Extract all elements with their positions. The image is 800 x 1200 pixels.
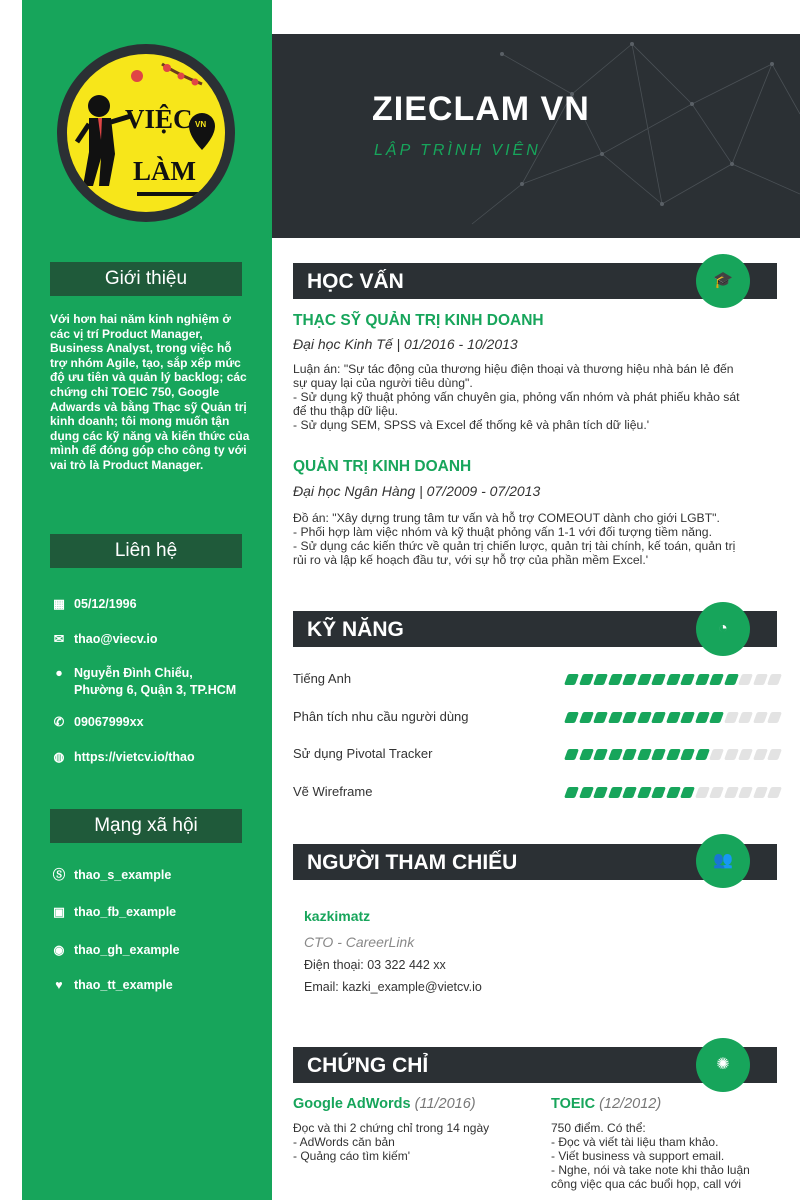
skill-dot-empty [767, 712, 782, 723]
skill-dot-filled [680, 749, 695, 760]
skill-dot-empty [752, 749, 767, 760]
reference-position: CTO - CareerLink [304, 934, 415, 950]
contact-email[interactable]: ✉ thao@viecv.io [50, 631, 158, 648]
skill-dot-filled [709, 674, 724, 685]
intro-title: Giới thiệu [50, 262, 242, 296]
skill-dot-filled [680, 712, 695, 723]
pie-chart-icon: ◔ [696, 602, 750, 656]
skill-dot-filled [607, 749, 622, 760]
social-facebook[interactable]: ▣ thao_fb_example [50, 904, 176, 921]
logo-badge: VN [195, 120, 207, 129]
skill-dot-filled [578, 749, 593, 760]
contact-birthday: ▦ 05/12/1996 [50, 596, 137, 613]
envelope-icon: ✉ [53, 632, 65, 646]
skill-dot-filled [607, 712, 622, 723]
skill-dot-empty [694, 787, 709, 798]
skill-dot-empty [752, 787, 767, 798]
skill-dot-empty [752, 674, 767, 685]
calendar-icon: ▦ [53, 597, 65, 611]
logo-text-top: VIỆC [125, 104, 193, 134]
skill-dot-empty [738, 674, 753, 685]
skill-dot-filled [680, 787, 695, 798]
twitter-icon: ♥ [55, 978, 63, 992]
skill-dot-filled [694, 674, 709, 685]
candidate-name: ZIECLAM VN [372, 90, 590, 128]
skill-rating-1 [566, 672, 784, 684]
skill-dot-filled [651, 674, 666, 685]
skill-dot-empty [767, 749, 782, 760]
skill-dot-empty [767, 674, 782, 685]
skill-dot-filled [651, 787, 666, 798]
skill-dot-filled [593, 674, 608, 685]
skill-dot-filled [636, 712, 651, 723]
education-desc-2: Đồ án: "Xây dựng trung tâm tư vấn và hỗ trợ COMEOUT dành cho giới LGBT". - Phối hợp làm việc nhóm và kỹ thuật phỏng vấn 1-1 với đối tượng tiềm năng. - Sử dụng các kiến thức về quản trị chiến lược, quản trị tài chính, kế toán, quản trị rủi ro và lập kế hoạch đầu tư, với sự hỗ trợ của phần mềm Excel.' [293, 511, 736, 567]
skill-dot-filled [636, 787, 651, 798]
certificate-name-1: Google AdWords (11/2016) [293, 1096, 476, 1112]
skill-dot-filled [564, 749, 579, 760]
skill-dot-filled [564, 712, 579, 723]
education-degree-2: QUẢN TRỊ KINH DOANH [293, 458, 472, 475]
education-title: HỌC VẤN [307, 270, 404, 293]
skill-dot-filled [593, 787, 608, 798]
avatar [57, 44, 235, 222]
skill-dot-filled [665, 674, 680, 685]
skill-dot-filled [578, 787, 593, 798]
github-icon: ◉ [53, 943, 65, 957]
intro-text: Với hơn hai năm kinh nghiệm ở các vị trí Product Manager, Business Analyst, trong việc hỗ trợ nhóm Agile, tạo, sắp xếp mức độ ưu tiên và quản lý backlog; các chứng chỉ TOEIC 750, Google Adwards và bằng Thạc sỹ Quản trị kinh doanh; tôi mong muốn tận dụng các kỹ năng và kiến thức của mình để đóng góp cho công ty với vai trò là Product Manager. [50, 312, 250, 472]
skill-rating-2 [566, 710, 784, 722]
skill-dot-filled [651, 712, 666, 723]
contact-title: Liên hệ [50, 534, 242, 568]
logo-text-bottom: LÀM [133, 156, 196, 186]
viec-lam-logo [67, 54, 225, 212]
network-pattern-icon [272, 34, 800, 238]
skill-name-1: Tiếng Anh [293, 671, 352, 686]
certificate-name-2: TOEIC (12/2012) [551, 1096, 662, 1112]
social-github[interactable]: ◉ thao_gh_example [50, 942, 180, 959]
reference-email: Email: kazki_example@vietcv.io [304, 980, 482, 994]
map-marker-icon: ● [55, 666, 63, 680]
skill-dot-filled [636, 674, 651, 685]
skill-dot-empty [723, 749, 738, 760]
skill-rating-3 [566, 747, 784, 759]
skill-dot-filled [578, 674, 593, 685]
skill-name-3: Sử dụng Pivotal Tracker [293, 746, 433, 761]
skill-dot-empty [738, 712, 753, 723]
skill-dot-filled [723, 674, 738, 685]
skill-dot-filled [636, 749, 651, 760]
education-desc-1: Luận án: "Sự tác động của thương hiệu điện thoại và thương hiệu nhà bán lẻ đến sự quay lại của người tiêu dùng". - Sử dụng kỹ thuật phỏng vấn chuyên gia, phỏng vấn nhóm và phát phiếu khảo sát để thu thập dữ liệu. - Sử dụng SEM, SPSS và Excel để thống kê và phân tích dữ liệu.' [293, 362, 740, 432]
skill-dot-empty [709, 749, 724, 760]
contact-website[interactable]: ◍ https://vietcv.io/thao [50, 749, 195, 766]
reference-title: NGƯỜI THAM CHIẾU [307, 851, 518, 874]
certificate-desc-2: 750 điểm. Có thể: - Đọc và viết tài liệu tham khảo. - Viết business và support email. - Nghe, nói và take note khi thảo luận công việc qua các buổi họp, call với [551, 1121, 750, 1191]
social-twitter[interactable]: ♥ thao_tt_example [50, 977, 173, 994]
reference-name: kazkimatz [304, 908, 371, 924]
skill-dot-empty [738, 787, 753, 798]
reference-phone: Điện thoại: 03 322 442 xx [304, 958, 446, 972]
skill-dot-empty [738, 749, 753, 760]
skill-dot-filled [593, 712, 608, 723]
education-school-1: Đại học Kinh Tế | 01/2016 - 10/2013 [293, 336, 518, 352]
phone-icon: ✆ [53, 715, 65, 729]
social-skype[interactable]: Ⓢ thao_s_example [50, 867, 171, 884]
social-title: Mạng xã hội [50, 809, 242, 843]
skills-title: KỸ NĂNG [307, 618, 404, 641]
skill-dot-filled [665, 749, 680, 760]
candidate-role: LẬP TRÌNH VIÊN [374, 142, 541, 159]
certificates-title: CHỨNG CHỈ [307, 1054, 429, 1077]
skill-dot-filled [665, 712, 680, 723]
skill-name-4: Vẽ Wireframe [293, 784, 373, 799]
skill-dot-empty [767, 787, 782, 798]
sidebar [22, 0, 272, 1200]
graduation-cap-icon: 🎓 [696, 254, 750, 308]
skill-dot-filled [564, 787, 579, 798]
skill-dot-filled [593, 749, 608, 760]
skill-dot-filled [680, 674, 695, 685]
contact-phone[interactable]: ✆ 09067999xx [50, 714, 144, 731]
skill-dot-filled [622, 674, 637, 685]
education-school-2: Đại học Ngân Hàng | 07/2009 - 07/2013 [293, 483, 541, 499]
skill-dot-filled [694, 749, 709, 760]
skill-dot-filled [607, 674, 622, 685]
users-icon: 👥 [696, 834, 750, 888]
skill-rating-4 [566, 785, 784, 797]
skill-dot-filled [622, 712, 637, 723]
skill-dot-filled [651, 749, 666, 760]
skill-dot-filled [694, 712, 709, 723]
skill-dot-empty [709, 787, 724, 798]
skill-dot-filled [709, 712, 724, 723]
skill-dot-filled [578, 712, 593, 723]
skill-dot-filled [607, 787, 622, 798]
globe-icon: ◍ [53, 750, 65, 764]
facebook-icon: ▣ [53, 905, 65, 919]
skill-dot-filled [622, 749, 637, 760]
skill-dot-filled [665, 787, 680, 798]
skill-dot-empty [752, 712, 767, 723]
skill-name-2: Phân tích nhu cầu người dùng [293, 709, 469, 724]
skill-dot-empty [723, 787, 738, 798]
header [272, 34, 800, 238]
skill-dot-filled [622, 787, 637, 798]
skill-dot-empty [723, 712, 738, 723]
skill-dot-filled [564, 674, 579, 685]
certificate-badge-icon: ✺ [696, 1038, 750, 1092]
certificate-desc-1: Đọc và thi 2 chứng chỉ trong 14 ngày - AdWords căn bản - Quảng cáo tìm kiếm' [293, 1121, 490, 1163]
skype-icon: Ⓢ [52, 868, 66, 882]
education-degree-1: THẠC SỸ QUẢN TRỊ KINH DOANH [293, 312, 544, 329]
contact-address: ● Nguyễn Đình Chiểu, Phường 6, Quận 3, TP.HCM [50, 665, 236, 699]
